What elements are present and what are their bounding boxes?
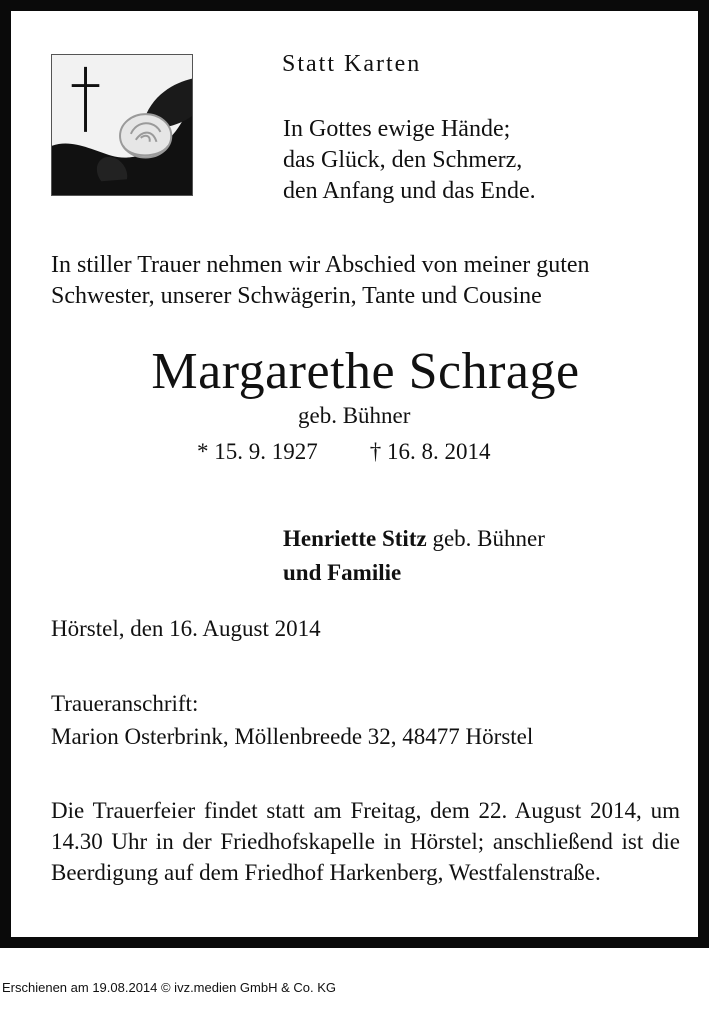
mourning-address [51,687,533,753]
verse-line: das Glück, den Schmerz, [283,147,523,173]
place-and-date: Hörstel, den 16. August 2014 [51,616,321,641]
cross-and-rose-icon [51,54,193,196]
death-date: † 16. 8. 2014 [369,439,491,464]
intro-text [51,250,590,312]
intro-line: In stiller Trauer nehmen wir Abschied von meiner guten [51,252,590,278]
header-label: Statt Karten [282,51,422,77]
mourner-name: Henriette Stitz [283,526,427,551]
verse-line: In Gottes ewige Hände; [283,116,511,142]
address-label: Traueranschrift: [51,691,199,716]
address-text: Marion Osterbrink, Möllenbreede 32, 48477 Hörstel [51,724,534,749]
mourner-maiden-name: geb. Bühner [426,526,545,551]
funeral-service-info: Die Trauerfeier findet statt am Freitag, dem 22. August 2014, um 14.30 Uhr in der Friedhofskapelle in Hörstel; anschließend ist die Beerdigung auf dem Friedhof Harkenberg, Westfalenstraße. [51,798,680,885]
publication-footer: Erschienen am 19.08.2014 © ivz.medien GmbH & Co. KG [2,980,337,995]
deceased-name: Margarethe Schrage [151,343,580,400]
mourner-family: und Familie [283,560,402,585]
maiden-name: geb. Bühner [298,403,411,428]
mourners [283,522,545,590]
verse-line: den Anfang und das Ende. [283,178,536,204]
verse [283,114,536,207]
birth-date: * 15. 9. 1927 [197,439,318,464]
life-dates [197,439,491,465]
intro-line: Schwester, unserer Schwägerin, Tante und Cousine [51,283,542,309]
